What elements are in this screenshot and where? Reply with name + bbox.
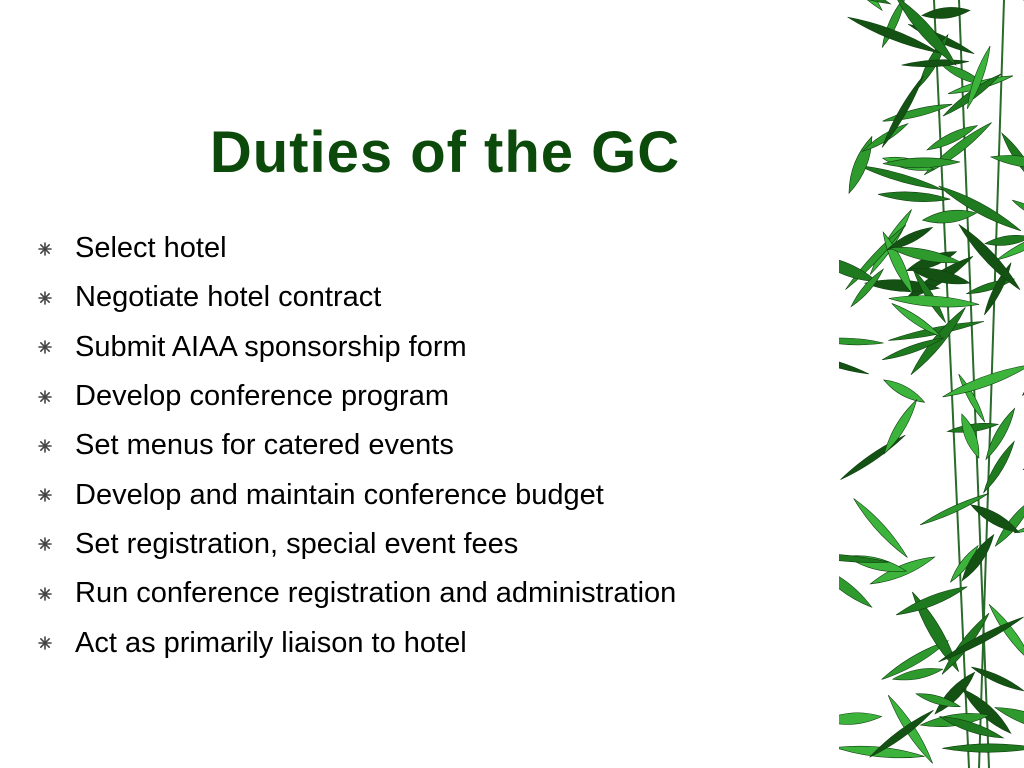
bamboo-leaf xyxy=(1020,360,1024,399)
list-item xyxy=(38,520,676,569)
bamboo-leaf xyxy=(839,337,884,347)
bamboo-leaf xyxy=(936,182,1023,236)
bamboo-leaf xyxy=(839,562,875,612)
asterisk-bullet-icon xyxy=(38,242,52,256)
bamboo-leaf xyxy=(902,58,969,68)
bullet-text: Run conference registration and administration xyxy=(75,577,677,610)
bamboo-leaf xyxy=(942,744,1024,753)
bamboo-leaf xyxy=(980,439,1018,494)
bullet-text: Act as primarily liaison to hotel xyxy=(75,626,467,659)
list-item xyxy=(38,421,676,470)
bullet-text: Develop and maintain conference budget xyxy=(75,478,604,511)
bullet-text: Negotiate hotel contract xyxy=(75,281,382,314)
bamboo-leaf xyxy=(882,101,953,125)
bamboo-leaf xyxy=(921,5,970,21)
bamboo-leaf xyxy=(982,406,1018,461)
bamboo-leaf xyxy=(839,351,870,377)
asterisk-bullet-icon xyxy=(38,488,52,502)
asterisk-bullet-icon xyxy=(38,340,52,354)
list-item xyxy=(38,273,676,322)
list-item xyxy=(38,569,676,618)
asterisk-bullet-icon xyxy=(38,636,52,650)
bamboo-leaf xyxy=(880,397,920,456)
bamboo-leaf xyxy=(878,190,951,204)
list-item xyxy=(38,618,676,667)
bamboo-leaf xyxy=(957,412,984,460)
list-item xyxy=(38,470,676,519)
list-item xyxy=(38,372,676,421)
bamboo-leaf xyxy=(970,664,1024,694)
bamboo-leaves-decoration xyxy=(839,0,1024,768)
asterisk-bullet-icon xyxy=(38,390,52,404)
bamboo-leaf xyxy=(861,121,910,155)
bullet-text: Select hotel xyxy=(75,232,227,265)
bamboo-leaf xyxy=(851,496,911,561)
asterisk-bullet-icon xyxy=(38,537,52,551)
bamboo-leaf xyxy=(894,582,969,619)
bamboo-leaf xyxy=(1018,0,1024,43)
bullet-text: Submit AIAA sponsorship form xyxy=(75,330,467,363)
bamboo-leaf xyxy=(839,0,892,9)
list-item xyxy=(38,224,676,273)
bamboo-leaf xyxy=(922,207,977,226)
bamboo-leaf xyxy=(882,376,927,407)
bullet-list xyxy=(38,224,676,668)
bamboo-leaf xyxy=(941,360,1024,402)
bullet-text: Develop conference program xyxy=(75,380,449,413)
asterisk-bullet-icon xyxy=(38,291,52,305)
bullet-text: Set registration, special event fees xyxy=(75,527,519,560)
bamboo-leaf xyxy=(839,711,882,726)
asterisk-bullet-icon xyxy=(38,587,52,601)
list-item xyxy=(38,323,676,372)
bamboo-leaf xyxy=(1011,197,1024,226)
asterisk-bullet-icon xyxy=(38,439,52,453)
bamboo-leaf xyxy=(958,532,998,584)
slide-title: Duties of the GC xyxy=(209,120,681,185)
bullet-text: Set menus for catered events xyxy=(75,429,454,462)
